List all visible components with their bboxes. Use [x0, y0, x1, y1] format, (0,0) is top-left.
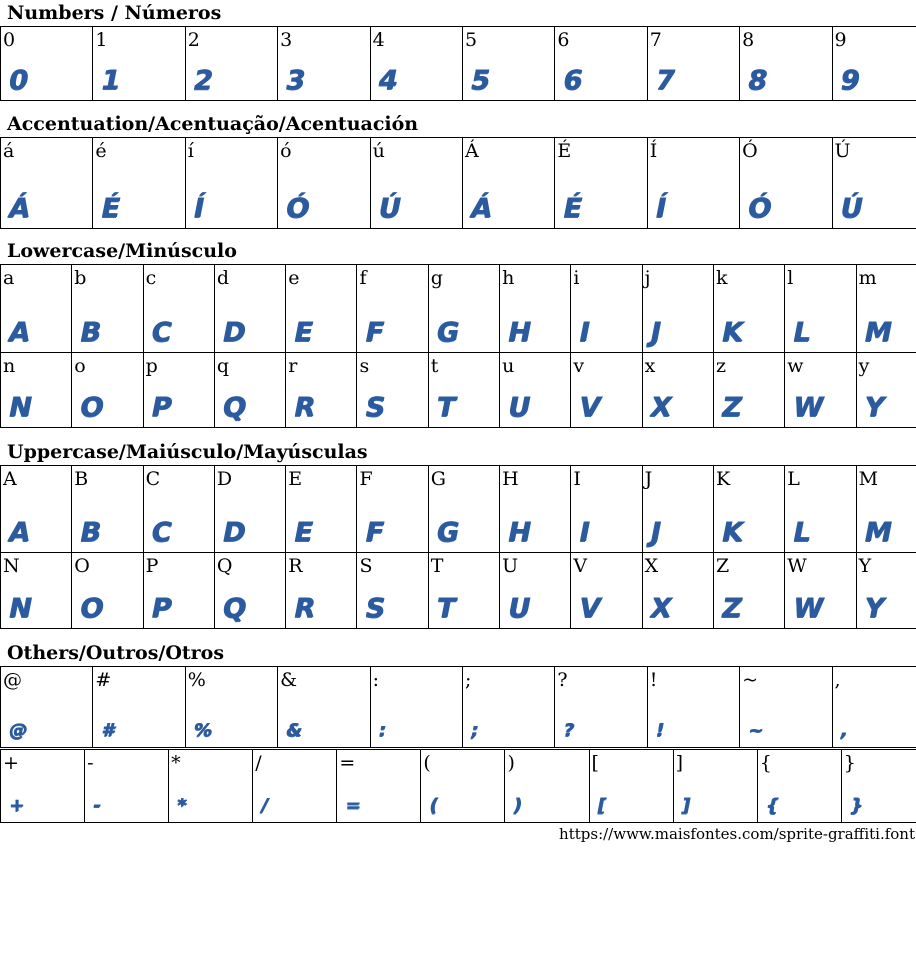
glyph-cell-label: 9: [834, 29, 847, 51]
glyph-cell: [642, 265, 713, 353]
glyph-sample: J: [650, 517, 660, 548]
glyph-sample: R: [294, 593, 314, 624]
glyph-row: [1, 265, 916, 353]
glyph-cell: [713, 466, 784, 553]
glyph-row: [1, 667, 916, 748]
glyph-cell-label: (: [423, 752, 431, 774]
glyph-cell: [642, 466, 713, 553]
glyph-cell-label: Y: [858, 555, 872, 577]
glyph-sample: ,: [840, 720, 847, 741]
glyph-cell-label: s: [359, 355, 370, 377]
glyph-sample: F: [365, 317, 383, 348]
glyph-cell-label: N: [3, 555, 20, 577]
glyph-cell-label: V: [573, 555, 588, 577]
glyph-cell: [740, 27, 832, 101]
glyph-sample: :: [378, 720, 385, 741]
glyph-sample: !: [655, 720, 663, 741]
glyph-cell: [93, 138, 185, 229]
glyph-cell: [214, 265, 285, 353]
glyph-sample: V: [579, 392, 600, 423]
glyph-cell-label: í: [187, 140, 194, 162]
glyph-cell: [647, 667, 739, 748]
glyph-cell-label: c: [145, 267, 157, 289]
glyph-cell-label: I: [573, 468, 581, 490]
glyph-sample: [: [597, 795, 605, 816]
glyph-cell: [286, 353, 357, 428]
glyph-cell: [370, 667, 462, 748]
glyph-cell: [642, 553, 713, 629]
glyph-cell: [286, 265, 357, 353]
glyph-cell-label: t: [430, 355, 439, 377]
glyph-sample: O: [80, 593, 103, 624]
glyph-cell-label: +: [3, 752, 19, 774]
glyph-cell: [785, 553, 856, 629]
glyph-sample: X: [650, 392, 671, 423]
glyph-cell-label: e: [288, 267, 300, 289]
glyph-cell: [185, 138, 277, 229]
glyph-sample: S: [365, 593, 384, 624]
glyph-sample: &: [286, 720, 301, 741]
glyph-cell: [93, 667, 185, 748]
glyph-cell-label: 6: [557, 29, 570, 51]
glyph-sample: Z: [721, 593, 741, 624]
glyph-sample: H: [508, 517, 530, 548]
glyph-cell-label: H: [502, 468, 519, 490]
glyph-cell-label: Á: [464, 140, 479, 162]
glyph-cell-label: h: [502, 267, 515, 289]
glyph-cell: [143, 553, 214, 629]
glyph-sample: S: [365, 392, 384, 423]
glyph-row: [1, 27, 916, 101]
glyph-sample: L: [793, 517, 810, 548]
glyph-cell: [1, 353, 72, 428]
glyph-sample: J: [650, 317, 660, 348]
glyph-cell-label: B: [74, 468, 89, 490]
glyph-cell-label: !: [649, 669, 658, 691]
glyph-cell: [785, 265, 856, 353]
glyph-cell: [428, 553, 499, 629]
glyph-row: [1, 353, 916, 428]
glyph-cell-label: S: [359, 555, 373, 577]
glyph-cell-label: p: [145, 355, 158, 377]
glyph-sample: É: [563, 193, 581, 224]
glyph-sample: L: [793, 317, 810, 348]
glyph-cell-label: y: [858, 355, 870, 377]
glyph-cell: [337, 750, 421, 823]
glyph-cell: [841, 750, 916, 823]
glyph-cell-label: é: [95, 140, 107, 162]
glyph-cell: [571, 353, 642, 428]
glyph-sample: G: [436, 317, 458, 348]
others-grid-row-2: [0, 749, 916, 823]
glyph-cell-label: M: [858, 468, 879, 490]
glyph-cell-label: W: [787, 555, 807, 577]
glyph-sample: X: [650, 593, 671, 624]
glyph-cell: [357, 265, 428, 353]
glyph-cell: [647, 138, 739, 229]
glyph-cell: [1, 138, 93, 229]
glyph-sample: U: [508, 392, 530, 423]
glyph-cell-label: u: [502, 355, 515, 377]
glyph-row: [1, 466, 916, 553]
glyph-cell: [832, 138, 916, 229]
glyph-row: [1, 553, 916, 629]
glyph-cell: [93, 27, 185, 101]
glyph-sample: B: [80, 517, 100, 548]
glyph-sample: B: [80, 317, 100, 348]
glyph-sample: K: [721, 317, 742, 348]
glyph-sample: *: [177, 795, 186, 816]
glyph-sample: I: [579, 317, 589, 348]
glyph-cell: [856, 466, 916, 553]
glyph-cell-label: v: [573, 355, 585, 377]
glyph-sample: M: [864, 317, 891, 348]
glyph-cell: [462, 667, 554, 748]
glyph-sample: T: [436, 593, 455, 624]
glyph-cell: [757, 750, 841, 823]
glyph-cell-label: A: [3, 468, 17, 490]
glyph-sample: ]: [681, 795, 689, 816]
glyph-sample: +: [9, 795, 24, 816]
glyph-cell: [1, 750, 85, 823]
glyph-cell: [785, 466, 856, 553]
glyph-sample: 1: [101, 65, 120, 96]
glyph-cell-label: %: [187, 669, 206, 691]
glyph-sample: Y: [864, 392, 884, 423]
glyph-cell-label: m: [858, 267, 877, 289]
glyph-cell: [85, 750, 169, 823]
uppercase-grid: [0, 465, 916, 629]
glyph-cell: [713, 353, 784, 428]
glyph-cell-label: P: [145, 555, 159, 577]
glyph-cell-label: L: [787, 468, 800, 490]
glyph-cell: [1, 466, 72, 553]
glyph-cell-label: G: [430, 468, 446, 490]
glyph-cell: [500, 466, 571, 553]
glyph-cell-label: 2: [187, 29, 200, 51]
glyph-sample: V: [579, 593, 600, 624]
glyph-cell-label: o: [74, 355, 86, 377]
glyph-cell-label: Ú: [834, 140, 851, 162]
glyph-sample: 6: [563, 65, 582, 96]
glyph-sample: ;: [470, 720, 478, 741]
glyph-cell-label: X: [644, 555, 659, 577]
glyph-cell: [832, 27, 916, 101]
glyph-cell-label: {: [759, 752, 772, 774]
glyph-sample: W: [793, 392, 823, 423]
glyph-sample: Ó: [748, 193, 771, 224]
glyph-sample: A: [9, 517, 29, 548]
glyph-sample: E: [294, 517, 312, 548]
glyph-cell: [214, 353, 285, 428]
glyph-cell: [462, 138, 554, 229]
glyph-sample: Z: [721, 392, 741, 423]
glyph-sample: M: [864, 517, 891, 548]
glyph-sample: P: [151, 593, 171, 624]
glyph-cell: [421, 750, 505, 823]
glyph-cell-label: #: [95, 669, 112, 691]
glyph-cell-label: 8: [742, 29, 755, 51]
glyph-cell-label: Ó: [742, 140, 758, 162]
glyph-sample: Í: [193, 193, 203, 224]
glyph-cell-label: w: [787, 355, 804, 377]
glyph-sample: I: [579, 517, 589, 548]
glyph-cell: [214, 553, 285, 629]
glyph-sample: É: [101, 193, 119, 224]
glyph-cell: [370, 27, 462, 101]
glyph-cell-label: K: [715, 468, 731, 490]
glyph-sample: Á: [470, 193, 491, 224]
section-title-lowercase: Lowercase/Minúsculo: [7, 240, 237, 262]
glyph-sample: -: [93, 795, 100, 816]
glyph-sample: Ú: [840, 193, 862, 224]
glyph-cell-label: ~: [742, 669, 759, 691]
glyph-cell-label: q: [216, 355, 230, 377]
glyph-cell-label: z: [715, 355, 726, 377]
glyph-cell-label: J: [644, 468, 653, 490]
glyph-cell-label: &: [280, 669, 298, 691]
glyph-cell: [740, 667, 832, 748]
font-source-link[interactable]: https://www.maisfontes.com/sprite-graffiti.font: [559, 825, 915, 843]
glyph-cell-label: 0: [3, 29, 16, 51]
glyph-sample: E: [294, 317, 312, 348]
glyph-sample: Ú: [378, 193, 400, 224]
glyph-sample: C: [151, 317, 171, 348]
glyph-cell: [72, 265, 143, 353]
glyph-sample: 8: [748, 65, 766, 96]
others-grid-row-1: [0, 666, 916, 748]
glyph-cell: [571, 265, 642, 353]
glyph-cell-label: E: [288, 468, 303, 490]
glyph-cell-label: }: [843, 752, 856, 774]
glyph-cell-label: T: [430, 555, 444, 577]
glyph-sample: R: [294, 392, 314, 423]
glyph-cell: [278, 27, 370, 101]
glyph-sample: D: [222, 517, 245, 548]
glyph-sample: {: [765, 795, 778, 816]
glyph-cell: [571, 466, 642, 553]
glyph-cell: [555, 27, 647, 101]
glyph-cell: [571, 553, 642, 629]
glyph-cell: [278, 138, 370, 229]
glyph-cell-label: ú: [372, 140, 385, 162]
glyph-cell: [785, 353, 856, 428]
glyph-sample: 7: [655, 65, 674, 96]
glyph-sample: Á: [9, 193, 29, 224]
glyph-cell-label: ]: [675, 752, 684, 774]
glyph-cell: [357, 466, 428, 553]
section-title-others: Others/Outros/Otros: [7, 642, 225, 664]
glyph-cell-label: d: [216, 267, 230, 289]
glyph-cell-label: [: [591, 752, 599, 774]
glyph-cell-label: Z: [715, 555, 730, 577]
glyph-cell-label: *: [171, 752, 181, 774]
glyph-cell-label: 3: [280, 29, 293, 51]
lowercase-grid: [0, 264, 916, 428]
glyph-sample: Í: [655, 193, 665, 224]
glyph-cell-label: r: [288, 355, 298, 377]
section-title-uppercase: Uppercase/Maiúsculo/Mayúsculas: [7, 441, 368, 463]
glyph-row: [1, 750, 916, 823]
glyph-cell: [370, 138, 462, 229]
glyph-sample: (: [429, 795, 437, 816]
glyph-sample: F: [365, 517, 383, 548]
glyph-cell: [1, 553, 72, 629]
numbers-grid: [0, 26, 916, 101]
glyph-sample: 4: [378, 65, 397, 96]
glyph-sample: 2: [193, 65, 212, 96]
glyph-cell: [462, 27, 554, 101]
glyph-sample: %: [193, 720, 211, 741]
glyph-cell-label: 1: [95, 29, 108, 51]
glyph-cell-label: F: [359, 468, 373, 490]
glyph-cell: [713, 553, 784, 629]
glyph-sample: C: [151, 517, 171, 548]
glyph-cell: [185, 27, 277, 101]
glyph-cell-label: =: [339, 752, 356, 774]
glyph-sample: A: [9, 317, 29, 348]
section-title-numbers: Numbers / Números: [7, 2, 222, 24]
accents-grid: [0, 137, 916, 229]
glyph-cell: [428, 466, 499, 553]
glyph-cell-label: -: [87, 752, 94, 774]
glyph-cell: [555, 667, 647, 748]
glyph-cell-label: a: [3, 267, 15, 289]
glyph-cell-label: 5: [464, 29, 478, 51]
glyph-cell-label: j: [644, 267, 651, 289]
glyph-cell: [589, 750, 673, 823]
glyph-cell: [72, 353, 143, 428]
glyph-cell: [856, 265, 916, 353]
glyph-cell: [505, 750, 589, 823]
glyph-cell-label: C: [145, 468, 161, 490]
glyph-cell: [357, 353, 428, 428]
glyph-sample: }: [849, 795, 862, 816]
glyph-cell-label: ?: [557, 669, 568, 691]
glyph-cell: [72, 553, 143, 629]
glyph-cell-label: l: [787, 267, 794, 289]
glyph-cell: [428, 265, 499, 353]
glyph-cell-label: ,: [834, 669, 841, 691]
glyph-sample: K: [721, 517, 742, 548]
glyph-cell: [286, 553, 357, 629]
glyph-cell-label: D: [216, 468, 233, 490]
glyph-row: [1, 138, 916, 229]
glyph-cell: [500, 553, 571, 629]
glyph-cell: [169, 750, 253, 823]
glyph-cell: [555, 138, 647, 229]
glyph-sample: 9: [840, 65, 859, 96]
glyph-cell: [72, 466, 143, 553]
glyph-cell-label: Q: [216, 555, 233, 577]
glyph-cell-label: n: [3, 355, 16, 377]
glyph-cell: [214, 466, 285, 553]
glyph-cell-label: g: [430, 267, 443, 289]
glyph-cell-label: k: [715, 267, 728, 289]
glyph-cell: [856, 553, 916, 629]
glyph-cell-label: x: [644, 355, 656, 377]
glyph-sample: D: [222, 317, 245, 348]
glyph-sample: Ó: [286, 193, 309, 224]
glyph-cell: [1, 667, 93, 748]
glyph-cell-label: O: [74, 555, 90, 577]
glyph-cell: [740, 138, 832, 229]
glyph-cell-label: 4: [372, 29, 385, 51]
glyph-cell-label: R: [288, 555, 303, 577]
glyph-sample: ~: [748, 720, 763, 741]
glyph-sample: Q: [222, 593, 245, 624]
glyph-cell-label: :: [372, 669, 379, 691]
glyph-cell: [428, 353, 499, 428]
glyph-sample: #: [101, 720, 113, 741]
section-title-accents: Accentuation/Acentuação/Acentuación: [7, 113, 419, 135]
glyph-cell-label: @: [3, 669, 22, 691]
glyph-cell-label: i: [573, 267, 580, 289]
glyph-sample: N: [9, 392, 31, 423]
glyph-sample: 0: [9, 65, 27, 96]
glyph-cell-label: á: [3, 140, 15, 162]
glyph-sample: /: [261, 795, 267, 816]
glyph-cell-label: É: [557, 140, 572, 162]
glyph-cell: [713, 265, 784, 353]
glyph-cell-label: ): [507, 752, 515, 774]
glyph-sample: ): [513, 795, 521, 816]
glyph-sample: 3: [286, 65, 304, 96]
glyph-cell: [642, 353, 713, 428]
glyph-cell: [185, 667, 277, 748]
glyph-sample: H: [508, 317, 530, 348]
glyph-sample: G: [436, 517, 458, 548]
glyph-sample: U: [508, 593, 530, 624]
glyph-sample: =: [345, 795, 360, 816]
glyph-cell-label: U: [502, 555, 519, 577]
glyph-cell: [286, 466, 357, 553]
glyph-cell: [253, 750, 337, 823]
glyph-cell: [500, 265, 571, 353]
glyph-cell-label: ;: [464, 669, 472, 691]
glyph-cell-label: /: [255, 752, 262, 774]
glyph-sample: T: [436, 392, 455, 423]
glyph-sample: W: [793, 593, 823, 624]
glyph-cell-label: b: [74, 267, 87, 289]
glyph-cell-label: f: [359, 267, 367, 289]
glyph-cell: [278, 667, 370, 748]
glyph-cell: [500, 353, 571, 428]
glyph-sample: ?: [563, 720, 573, 741]
glyph-cell: [1, 27, 93, 101]
glyph-sample: 5: [470, 65, 489, 96]
glyph-cell: [357, 553, 428, 629]
glyph-sample: Y: [864, 593, 884, 624]
glyph-sample: P: [151, 392, 171, 423]
glyph-cell-label: Í: [649, 140, 658, 162]
glyph-cell: [1, 265, 72, 353]
glyph-cell: [143, 466, 214, 553]
glyph-cell-label: 7: [649, 29, 662, 51]
glyph-sample: Q: [222, 392, 245, 423]
glyph-cell: [143, 265, 214, 353]
glyph-cell-label: ó: [280, 140, 292, 162]
glyph-sample: N: [9, 593, 31, 624]
glyph-cell: [832, 667, 916, 748]
glyph-sample: @: [9, 720, 26, 741]
glyph-cell: [143, 353, 214, 428]
glyph-sample: O: [80, 392, 103, 423]
glyph-cell: [673, 750, 757, 823]
glyph-cell: [647, 27, 739, 101]
glyph-cell: [856, 353, 916, 428]
